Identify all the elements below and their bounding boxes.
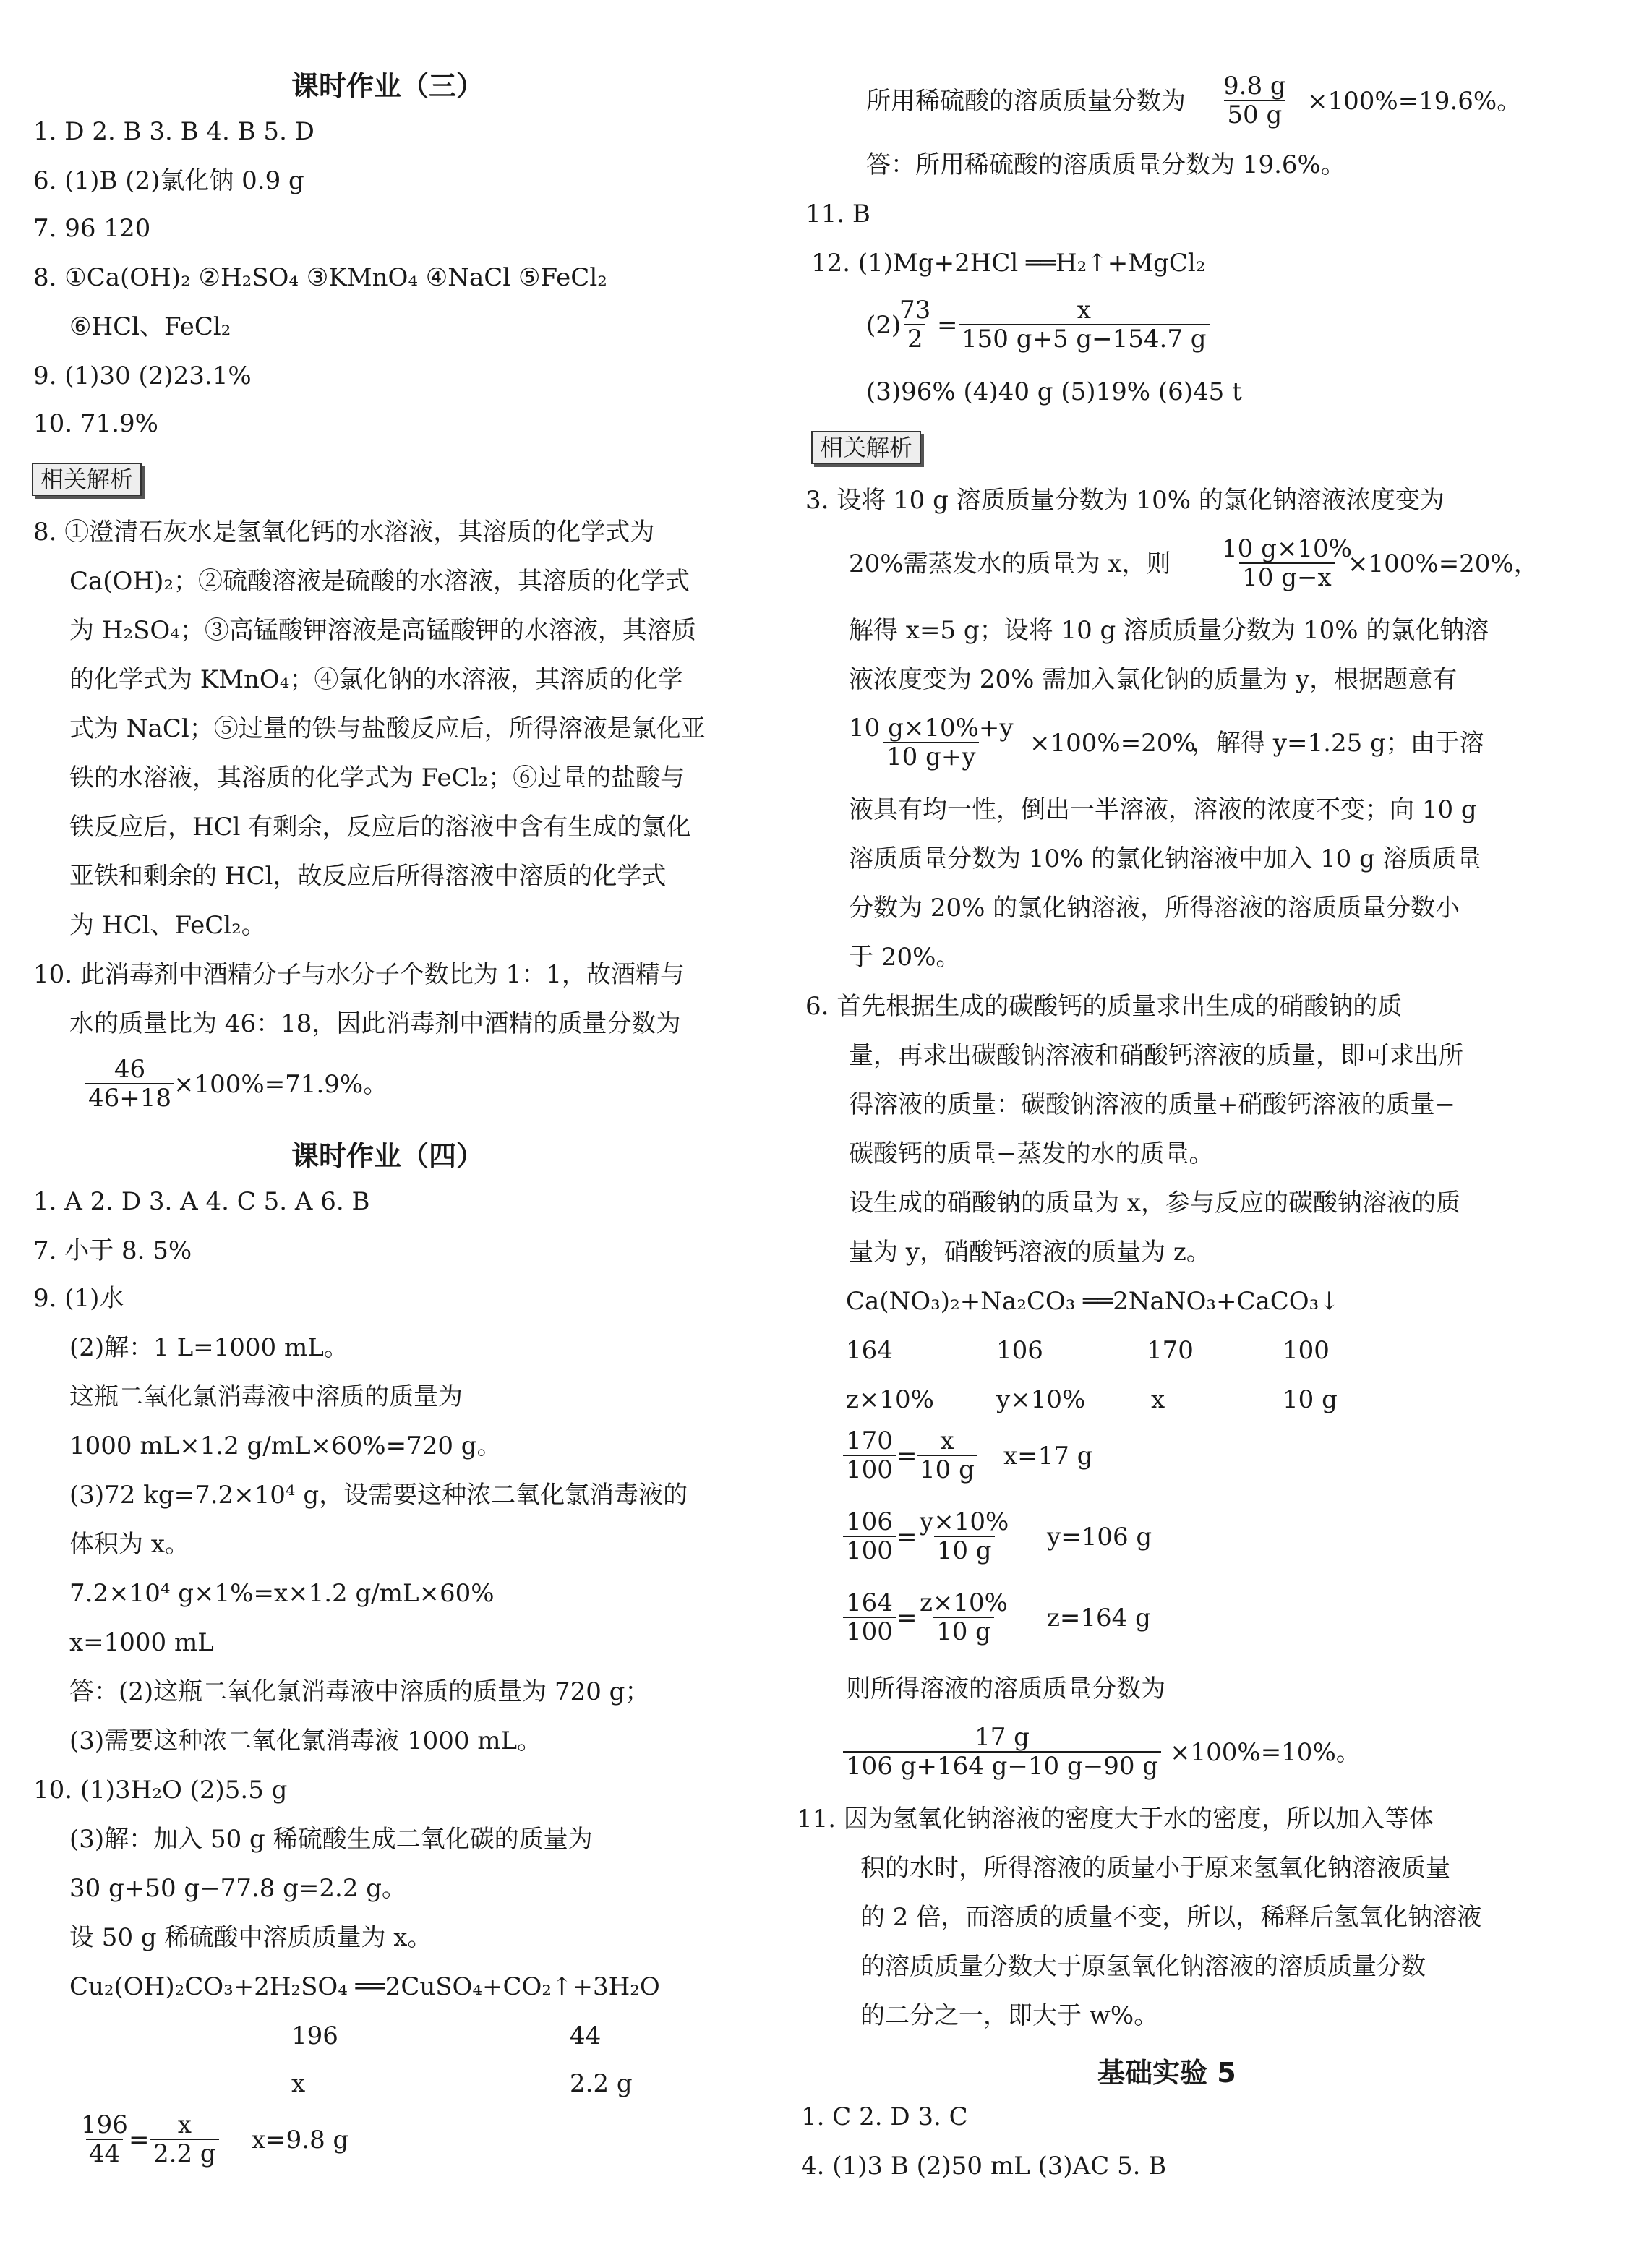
answer-line: 30 g+50 g−77.8 g=2.2 g。 (69, 1874, 407, 1903)
answer-line: 1000 mL×1.2 g/mL×60%=720 g。 (69, 1432, 502, 1460)
molar-mass: 106 (996, 1336, 1043, 1365)
molar-mass: 100 (1283, 1336, 1330, 1365)
equation-line: 12. (1)Mg+2HCl ══H₂↑+MgCl₂ (811, 249, 1206, 278)
fraction: $\frac{z\times 10\%}{10 g}$ (920, 1588, 1008, 1646)
explanation-line: 量，再求出碳酸钠溶液和硝酸钙溶液的质量，即可求出所 (849, 1041, 1463, 1070)
answer-line: 7. 96 120 (33, 214, 151, 243)
formula-tail: ×100%=20%， (1348, 549, 1539, 578)
fraction: $\frac{9.8 g}{50 g}$ (1223, 72, 1286, 129)
explanation-line: 3. 设将 10 g 溶质质量分数为 10% 的氯化钠溶液浓度变为 (805, 486, 1445, 515)
explanation-line: 亚铁和剩余的 HCl，故反应后所得溶液中溶质的化学式 (69, 862, 667, 891)
explanation-line: 溶质质量分数为 10% 的氯化钠溶液中加入 10 g 溶质质量 (849, 844, 1481, 873)
answer-line: 7. 小于 8. 5% (33, 1236, 192, 1265)
equals: = (896, 1442, 917, 1471)
explanation-line: 设生成的硝酸钠的质量为 x，参与反应的碳酸钠溶液的质 (849, 1189, 1460, 1218)
explanation-line: 液具有均一性，倒出一半溶液，溶液的浓度不变；向 10 g (849, 795, 1477, 824)
explanation-line: 8. ①澄清石灰水是氢氧化钙的水溶液，其溶质的化学式为 (33, 518, 655, 547)
molar-mass: 196 (291, 2021, 338, 2050)
answer-line: 1. D 2. B 3. B 4. B 5. D (33, 117, 314, 146)
fraction: $\frac{164}{100}$ (843, 1589, 896, 1646)
equals: = (896, 1604, 917, 1632)
quantity: 10 g (1283, 1385, 1338, 1414)
explanation-line: 于 20%。 (849, 943, 961, 972)
answer-line: 4. (1)3 B (2)50 mL (3)AC 5. B (801, 2152, 1167, 2181)
section-title-4: 课时作业（四） (291, 1140, 484, 1172)
explanation-line: 的 2 倍，而溶质的质量不变，所以，稀释后氢氧化钠溶液 (860, 1903, 1482, 1932)
explanation-line: 水的质量比为 46：18，因此消毒剂中酒精的质量分数为 (69, 1009, 681, 1038)
explanation-line: 10. 此消毒剂中酒精分子与水分子个数比为 1：1，故酒精与 (33, 960, 685, 989)
related-analysis-badge: 相关解析 (811, 431, 921, 464)
formula-tail: ×100%=71.9%。 (174, 1070, 388, 1099)
fraction: $\frac{x}{10 g}$ (917, 1427, 977, 1484)
explanation-line: 铁反应后，HCl 有剩余，反应后的溶液中含有生成的氯化 (69, 813, 691, 842)
answer-line: 9. (1)30 (2)23.1% (33, 361, 252, 390)
formula-tail: ×100%=20% (1030, 729, 1196, 758)
explanation-line: 铁的水溶液，其溶质的化学式为 FeCl₂；⑥过量的盐酸与 (69, 763, 685, 792)
fraction: $\frac{10 g\times 10\%+y}{10 g+y}$ (849, 714, 1014, 771)
equation-line: Cu₂(OH)₂CO₃+2H₂SO₄ ══2CuSO₄+CO₂↑+3H₂O (69, 1972, 660, 2001)
explanation-line: 为 H₂SO₄；③高锰酸钾溶液是高锰酸钾的水溶液，其溶质 (69, 616, 696, 645)
answer-line: (2)解：1 L=1000 mL。 (69, 1333, 348, 1362)
explanation-line: 的化学式为 KMnO₄；④氯化钠的水溶液，其溶质的化学 (69, 665, 683, 694)
answer-line: 6. (1)B (2)氯化钠 0.9 g (33, 166, 304, 195)
explanation-line: 解得 x=5 g；设将 10 g 溶质质量分数为 10% 的氯化钠溶 (849, 616, 1489, 645)
section-title-5: 基础实验 5 (1097, 2057, 1236, 2089)
answer-line: 1. C 2. D 3. C (801, 2102, 968, 2131)
explanation-line: 为 HCl、FeCl₂。 (69, 911, 266, 940)
explanation-line: 积的水时，所得溶液的质量小于原来氢氧化钠溶液质量 (860, 1854, 1450, 1883)
fraction: $\frac{46}{46+18}$ (85, 1056, 174, 1112)
quantity: z×10% (846, 1385, 934, 1414)
result: z=164 g (1047, 1604, 1151, 1632)
explanation-line: 式为 NaCl；⑤过量的铁与盐酸反应后，所得溶液是氯化亚 (69, 714, 706, 743)
known-mass: 2.2 g (570, 2069, 633, 2098)
answer-line: 体积为 x。 (69, 1530, 189, 1559)
related-analysis-badge: 相关解析 (32, 463, 142, 496)
answer-line: ⑥HCl、FeCl₂ (69, 312, 231, 341)
explanation-line: 20%需蒸发水的质量为 x，则 (849, 549, 1171, 578)
explanation-line: 得溶液的质量：碳酸钠溶液的质量+硝酸钙溶液的质量− (849, 1090, 1455, 1119)
result: x=9.8 g (252, 2126, 349, 2154)
fraction: $\frac{x}{150 g+5 g-154.7 g}$ (959, 296, 1210, 353)
quantity: y×10% (996, 1385, 1086, 1414)
answer-line: (3)解：加入 50 g 稀硫酸生成二氧化碳的质量为 (69, 1825, 593, 1854)
fraction: $\frac{73}{2}$ (899, 296, 931, 354)
explanation-line: ，解得 y=1.25 g；由于溶 (1191, 729, 1484, 758)
answer-line: 答：所用稀硫酸的溶质质量分数为 19.6%。 (866, 150, 1345, 179)
answer-line: (3)96% (4)40 g (5)19% (6)45 t (866, 377, 1242, 406)
fraction: $\frac{10 g\times 10\%}{10 g-x}$ (1222, 534, 1352, 592)
explanation-line: Ca(OH)₂；②硫酸溶液是硫酸的水溶液，其溶质的化学式 (69, 567, 690, 596)
answer-line: 10. 71.9% (33, 409, 158, 438)
answer-line: 设 50 g 稀硫酸中溶质质量为 x。 (69, 1923, 432, 1952)
answer-line: 答：(2)这瓶二氧化氯消毒液中溶质的质量为 720 g； (69, 1677, 650, 1706)
section-title-3: 课时作业（三） (291, 70, 484, 102)
explanation-line: 则所得溶液的溶质质量分数为 (846, 1674, 1165, 1703)
fraction: $\frac{170}{100}$ (843, 1427, 896, 1484)
answer-line: x=1000 mL (69, 1628, 214, 1657)
equals: = (896, 1523, 917, 1552)
explanation-line: 量为 y，硝酸钙溶液的质量为 z。 (849, 1238, 1211, 1267)
explanation-line: 的溶质质量分数大于原氢氧化钠溶液的溶质质量分数 (860, 1952, 1426, 1981)
explanation-line: 6. 首先根据生成的碳酸钙的质量求出生成的硝酸钠的质 (805, 992, 1403, 1021)
fraction: $\frac{196}{44}$ (81, 2110, 128, 2168)
explanation-line: 分数为 20% 的氯化钠溶液，所得溶液的溶质质量分数小 (849, 894, 1460, 923)
answer-line: (3)需要这种浓二氧化氯消毒液 1000 mL。 (69, 1726, 542, 1755)
answer-line: (3)72 kg=7.2×10⁴ g，设需要这种浓二氧化氯消毒液的 (69, 1481, 688, 1510)
equation-line: Ca(NO₃)₂+Na₂CO₃ ══2NaNO₃+CaCO₃↓ (846, 1287, 1340, 1316)
result: x=17 g (1003, 1442, 1093, 1471)
answer-line: 这瓶二氧化氯消毒液中溶质的质量为 (69, 1382, 463, 1411)
fraction: $\frac{x}{2.2 g}$ (150, 2111, 219, 2168)
explanation-line: 11. 因为氢氧化钠溶液的密度大于水的密度，所以加入等体 (797, 1805, 1434, 1833)
molar-mass: 44 (570, 2021, 602, 2050)
explanation-line: 液浓度变为 20% 需加入氯化钠的质量为 y，根据题意有 (849, 665, 1458, 694)
answer-line: 11. B (805, 200, 870, 228)
answer-line: 7.2×10⁴ g×1%=x×1.2 g/mL×60% (69, 1579, 495, 1608)
answer-line: 8. ①Ca(OH)₂ ②H₂SO₄ ③KMnO₄ ④NaCl ⑤FeCl₂ (33, 263, 607, 292)
answer-line: 9. (1)水 (33, 1284, 124, 1313)
answer-line: 10. (1)3H₂O (2)5.5 g (33, 1776, 288, 1805)
answer-line: 所用稀硫酸的溶质质量分数为 (866, 87, 1186, 116)
equals: = (937, 311, 958, 340)
quantity: x (1151, 1385, 1165, 1414)
explanation-line: 的二分之一，即大于 w%。 (860, 2001, 1159, 2030)
fraction: $\frac{17 g}{106 g+164 g-10 g-90 g}$ (843, 1724, 1161, 1780)
answer-line: (2) (866, 311, 902, 340)
result: y=106 g (1047, 1523, 1152, 1552)
molar-mass: 170 (1147, 1336, 1194, 1365)
formula-tail: ×100%=19.6%。 (1307, 87, 1522, 116)
unknown-var: x (291, 2069, 306, 2098)
molar-mass: 164 (846, 1336, 893, 1365)
explanation-line: 碳酸钙的质量−蒸发的水的质量。 (849, 1139, 1214, 1168)
equals: = (129, 2126, 150, 2154)
answer-line: 1. A 2. D 3. A 4. C 5. A 6. B (33, 1187, 370, 1216)
fraction: $\frac{y\times 10\%}{10 g}$ (920, 1507, 1009, 1565)
fraction: $\frac{106}{100}$ (843, 1508, 896, 1565)
formula-tail: ×100%=10%。 (1170, 1738, 1361, 1767)
